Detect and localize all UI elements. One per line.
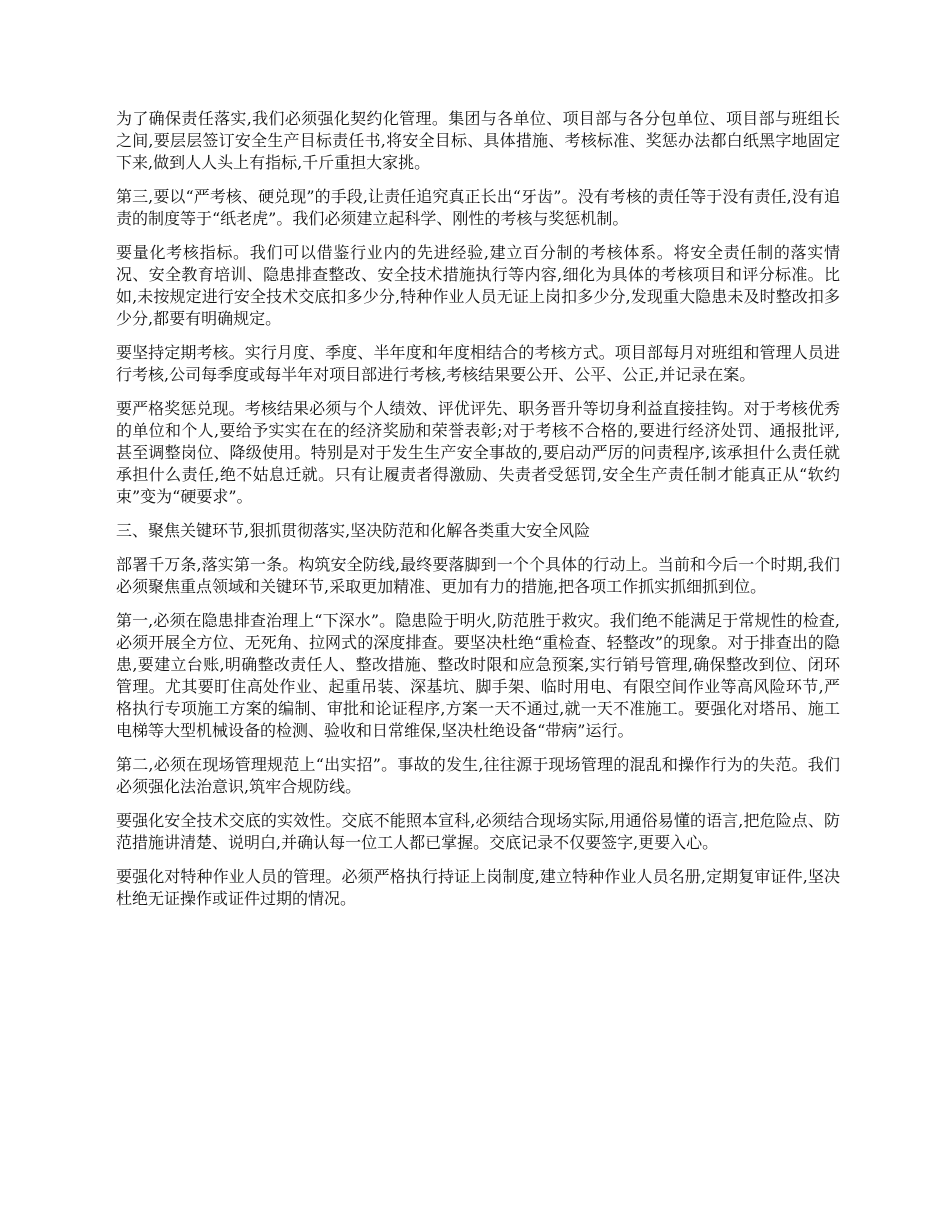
paragraph-third-strict-assessment: 第三,要以“严考核、硬兑现”的手段,让责任追究真正长出“牙齿”。没有考核的责任等于没有责任,没有追责的制度等于“纸老虎”。我们必须建立起科学、刚性的考核与奖惩机制。	[116, 187, 840, 228]
paragraph-special-operators: 要强化对特种作业人员的管理。必须严格执行持证上岗制度,建立特种作业人员名册,定期复审证件,坚决杜绝无证操作或证件过期的情况。	[116, 867, 840, 908]
paragraph-quantify-indicators: 要量化考核指标。我们可以借鉴行业内的先进经验,建立百分制的考核体系。将安全责任制的落实情况、安全教育培训、隐患排查整改、安全技术措施执行等内容,细化为具体的考核项目和评分标准。比如,未按规定进行安全技术交底扣多少分,特种作业人员无证上岗扣多少分,发现重大隐患未及时整改扣多少分,都要有明确规定。	[116, 243, 840, 328]
paragraph-technical-briefing: 要强化安全技术交底的实效性。交底不能照本宣科,必须结合现场实际,用通俗易懂的语言,把危险点、防范措施讲清楚、说明白,并确认每一位工人都已掌握。交底记录不仅要签字,更要入心。	[116, 811, 840, 852]
paragraph-rewards-penalties: 要严格奖惩兑现。考核结果必须与个人绩效、评优评先、职务晋升等切身利益直接挂钩。对于考核优秀的单位和个人,要给予实实在在的经济奖励和荣誉表彰;对于考核不合格的,要进行经济处罚、通报批评,甚至调整岗位、降级使用。特别是对于发生生产安全事故的,要启动严厉的问责程序,该承担什么责任就承担什么责任,绝不姑息迁就。只有让履责者得激励、失责者受惩罚,安全生产责任制才能真正从“软约束”变为“硬要求”。	[116, 399, 840, 506]
document-body	[116, 108, 840, 922]
section-heading-three: 三、聚焦关键环节,狠抓贯彻落实,坚决防范和化解各类重大安全风险	[116, 521, 591, 540]
paragraph-contract-management: 为了确保责任落实,我们必须强化契约化管理。集团与各单位、项目部与各分包单位、项目部与班组长之间,要层层签订安全生产目标责任书,将安全目标、具体措施、考核标准、奖惩办法都白纸黑字地固定下来,做到人人头上有指标,千斤重担大家挑。	[116, 109, 840, 172]
paragraph-second-site-management: 第二,必须在现场管理规范上“出实招”。事故的发生,往往源于现场管理的混乱和操作行为的失范。我们必须强化法治意识,筑牢合规防线。	[116, 755, 840, 796]
paragraph-first-hazard-inspection: 第一,必须在隐患排查治理上“下深水”。隐患险于明火,防范胜于救灾。我们绝不能满足于常规性的检查,必须开展全方位、无死角、拉网式的深度排查。要坚决杜绝“重检查、轻整改”的现象。对于排查出的隐患,要建立台账,明确整改责任人、整改措施、整改时限和应急预案,实行销号管理,确保整改到位、闭环管理。尤其要盯住高处作业、起重吊装、深基坑、脚手架、临时用电、有限空间作业等高风险环节,严格执行专项施工方案的编制、审批和论证程序,方案一天不通过,就一天不准施工。要强化对塔吊、施工电梯等大型机械设备的检测、验收和日常维保,坚决杜绝设备“带病”运行。	[116, 611, 840, 740]
paragraph-regular-assessment: 要坚持定期考核。实行月度、季度、半年度和年度相结合的考核方式。项目部每月对班组和管理人员进行考核,公司每季度或每半年对项目部进行考核,考核结果要公开、公平、公正,并记录在案。	[116, 343, 840, 384]
paragraph-implementation: 部署千万条,落实第一条。构筑安全防线,最终要落脚到一个个具体的行动上。当前和今后一个时期,我们必须聚焦重点领域和关键环节,采取更加精准、更加有力的措施,把各项工作抓实抓细抓到位。	[116, 555, 840, 596]
